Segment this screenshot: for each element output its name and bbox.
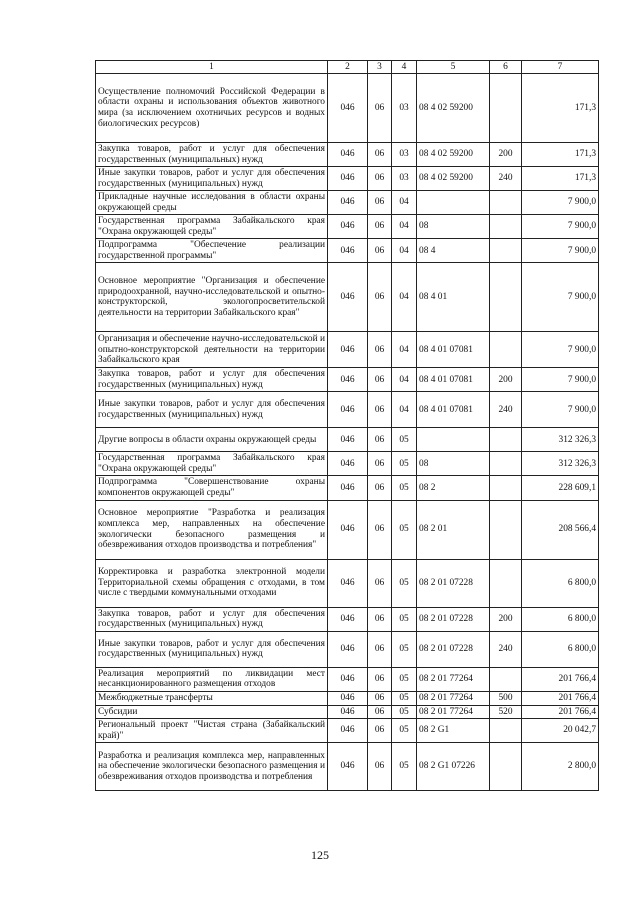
row-type-cell: 240 [490,167,522,191]
row-name-cell: Подпрограмма "Совершенствование охраны компонентов окружающей среды" [96,476,328,500]
row-code-cell: 046 [328,167,368,191]
row-amount-cell: 6 800,0 [522,607,599,631]
row-subsection-cell: 03 [392,167,417,191]
row-name-cell: Основное мероприятие "Организация и обеспечение природоохранной, научно-исследовательской и опытно-конструкторской, экологопросветительской деятельности на территории Забайкальского края" [96,263,328,332]
row-section-cell: 06 [368,392,392,428]
row-subsection-cell: 04 [392,332,417,368]
row-subsection-cell: 03 [392,143,417,167]
row-code-cell: 046 [328,368,368,392]
row-target-cell: 08 4 [417,239,490,263]
row-code-cell: 046 [328,215,368,239]
row-subsection-cell: 05 [392,428,417,452]
row-type-cell [490,743,522,791]
header-cell: 6 [490,61,522,74]
header-cell: 3 [368,61,392,74]
row-name-cell: Государственная программа Забайкальского края "Охрана окружающей среды" [96,215,328,239]
row-subsection-cell: 04 [392,239,417,263]
row-target-cell: 08 [417,215,490,239]
row-amount-cell: 201 766,4 [522,705,599,719]
budget-table [95,60,599,791]
row-section-cell: 06 [368,743,392,791]
row-name-cell: Разработка и реализация комплекса мер, направленных на обеспечение экологически безопасного размещения и обезвреживания отходов производства и потребления [96,743,328,791]
table-row [96,74,599,143]
row-name-cell: Подпрограмма "Обеспечение реализации государственной программы" [96,239,328,263]
row-target-cell: 08 4 01 07081 [417,332,490,368]
row-amount-cell: 6 800,0 [522,631,599,667]
row-code-cell: 046 [328,239,368,263]
table-row [96,667,599,691]
row-subsection-cell: 05 [392,743,417,791]
row-section-cell: 06 [368,332,392,368]
table-row [96,239,599,263]
row-name-cell: Другие вопросы в области охраны окружающей среды [96,428,328,452]
row-code-cell: 046 [328,263,368,332]
row-code-cell: 046 [328,392,368,428]
row-section-cell: 06 [368,607,392,631]
table-row [96,476,599,500]
row-amount-cell: 208 566,4 [522,500,599,559]
row-type-cell [490,215,522,239]
row-subsection-cell: 05 [392,476,417,500]
row-section-cell: 06 [368,667,392,691]
row-target-cell: 08 2 01 07228 [417,631,490,667]
row-subsection-cell: 05 [392,691,417,705]
table-row [96,191,599,215]
row-code-cell: 046 [328,476,368,500]
row-section-cell: 06 [368,500,392,559]
row-name-cell: Закупка товаров, работ и услуг для обеспечения государственных (муниципальных) нужд [96,607,328,631]
row-target-cell: 08 2 [417,476,490,500]
header-cell: 4 [392,61,417,74]
row-code-cell: 046 [328,332,368,368]
row-amount-cell: 201 766,4 [522,691,599,705]
row-code-cell: 046 [328,607,368,631]
row-type-cell: 200 [490,368,522,392]
row-code-cell: 046 [328,74,368,143]
row-code-cell: 046 [328,428,368,452]
row-target-cell: 08 2 01 [417,500,490,559]
row-code-cell: 046 [328,500,368,559]
row-amount-cell: 312 326,3 [522,452,599,476]
row-code-cell: 046 [328,559,368,607]
row-target-cell [417,428,490,452]
table-row [96,500,599,559]
table-row [96,368,599,392]
row-subsection-cell: 05 [392,452,417,476]
row-name-cell: Иные закупки товаров, работ и услуг для обеспечения государственных (муниципальных) нужд [96,392,328,428]
row-name-cell: Региональный проект "Чистая страна (Забайкальский край)" [96,719,328,743]
row-subsection-cell: 05 [392,705,417,719]
header-cell: 7 [522,61,599,74]
row-subsection-cell: 04 [392,392,417,428]
row-subsection-cell: 03 [392,74,417,143]
row-type-cell: 520 [490,705,522,719]
row-subsection-cell: 05 [392,719,417,743]
table-row [96,743,599,791]
row-amount-cell: 7 900,0 [522,239,599,263]
row-section-cell: 06 [368,559,392,607]
table-row [96,452,599,476]
row-subsection-cell: 05 [392,607,417,631]
row-name-cell: Организация и обеспечение научно-исследовательской и опытно-конструкторской деятельности на территории Забайкальского края [96,332,328,368]
row-type-cell [490,263,522,332]
table-row [96,631,599,667]
table-row [96,705,599,719]
row-target-cell: 08 4 01 [417,263,490,332]
row-amount-cell: 2 800,0 [522,743,599,791]
row-amount-cell: 171,3 [522,143,599,167]
row-target-cell [417,191,490,215]
row-type-cell: 240 [490,631,522,667]
row-name-cell: Иные закупки товаров, работ и услуг для обеспечения государственных (муниципальных) нужд [96,167,328,191]
row-section-cell: 06 [368,167,392,191]
table-row [96,559,599,607]
row-name-cell: Прикладные научные исследования в области охраны окружающей среды [96,191,328,215]
table-row [96,143,599,167]
row-target-cell: 08 4 02 59200 [417,143,490,167]
row-subsection-cell: 04 [392,263,417,332]
row-name-cell: Закупка товаров, работ и услуг для обеспечения государственных (муниципальных) нужд [96,143,328,167]
row-name-cell: Корректировка и разработка электронной модели Территориальной схемы обращения с отходами, в том числе с твердыми коммунальными отходами [96,559,328,607]
row-target-cell: 08 2 G1 [417,719,490,743]
row-amount-cell: 7 900,0 [522,263,599,332]
row-subsection-cell: 05 [392,500,417,559]
row-section-cell: 06 [368,631,392,667]
page-number: 125 [311,848,329,862]
row-target-cell: 08 4 01 07081 [417,392,490,428]
row-target-cell: 08 2 01 77264 [417,705,490,719]
header-row [96,61,599,74]
row-section-cell: 06 [368,74,392,143]
row-amount-cell: 171,3 [522,167,599,191]
row-name-cell: Закупка товаров, работ и услуг для обеспечения государственных (муниципальных) нужд [96,368,328,392]
row-amount-cell: 7 900,0 [522,191,599,215]
table-row [96,607,599,631]
table-row [96,215,599,239]
header-cell: 1 [96,61,328,74]
row-target-cell: 08 4 02 59200 [417,74,490,143]
row-name-cell: Государственная программа Забайкальского края "Охрана окружающей среды" [96,452,328,476]
row-type-cell [490,239,522,263]
table-row [96,691,599,705]
row-type-cell [490,500,522,559]
row-name-cell: Реализация мероприятий по ликвидации мест несанкционированного размещения отходов [96,667,328,691]
row-amount-cell: 312 326,3 [522,428,599,452]
table-row [96,719,599,743]
row-name-cell: Осуществление полномочий Российской Федерации в области охраны и использования объектов животного мира (за исключением охотничьих ресурсов и водных биологических ресурсов) [96,74,328,143]
row-code-cell: 046 [328,143,368,167]
row-type-cell: 200 [490,607,522,631]
row-amount-cell: 20 042,7 [522,719,599,743]
row-name-cell: Основное мероприятие "Разработка и реализация комплекса мер, направленных на обеспечение экологически безопасного размещения и обезвреживания отходов производства и потребления" [96,500,328,559]
header-cell: 5 [417,61,490,74]
row-code-cell: 046 [328,191,368,215]
row-section-cell: 06 [368,719,392,743]
row-section-cell: 06 [368,691,392,705]
row-type-cell [490,191,522,215]
row-name-cell: Иные закупки товаров, работ и услуг для обеспечения государственных (муниципальных) нужд [96,631,328,667]
row-section-cell: 06 [368,215,392,239]
row-name-cell: Субсидии [96,705,328,719]
row-code-cell: 046 [328,691,368,705]
table-row [96,167,599,191]
row-section-cell: 06 [368,452,392,476]
table-row [96,428,599,452]
row-amount-cell: 7 900,0 [522,392,599,428]
row-type-cell [490,719,522,743]
row-code-cell: 046 [328,667,368,691]
row-section-cell: 06 [368,705,392,719]
row-subsection-cell: 05 [392,631,417,667]
header-cell: 2 [328,61,368,74]
row-code-cell: 046 [328,743,368,791]
row-subsection-cell: 05 [392,667,417,691]
row-section-cell: 06 [368,428,392,452]
row-section-cell: 06 [368,476,392,500]
row-type-cell: 500 [490,691,522,705]
row-target-cell: 08 4 02 59200 [417,167,490,191]
row-code-cell: 046 [328,631,368,667]
row-target-cell: 08 2 01 07228 [417,559,490,607]
row-name-cell: Межбюджетные трансферты [96,691,328,705]
row-target-cell: 08 2 G1 07226 [417,743,490,791]
row-amount-cell: 7 900,0 [522,368,599,392]
row-section-cell: 06 [368,239,392,263]
row-type-cell [490,476,522,500]
row-amount-cell: 171,3 [522,74,599,143]
row-type-cell [490,332,522,368]
row-subsection-cell: 04 [392,215,417,239]
row-amount-cell: 6 800,0 [522,559,599,607]
row-code-cell: 046 [328,452,368,476]
row-section-cell: 06 [368,143,392,167]
row-target-cell: 08 4 01 07081 [417,368,490,392]
row-type-cell [490,74,522,143]
row-type-cell: 240 [490,392,522,428]
row-amount-cell: 228 609,1 [522,476,599,500]
row-type-cell: 200 [490,143,522,167]
row-amount-cell: 201 766,4 [522,667,599,691]
row-amount-cell: 7 900,0 [522,332,599,368]
row-target-cell: 08 2 01 77264 [417,667,490,691]
row-subsection-cell: 05 [392,559,417,607]
row-type-cell [490,428,522,452]
row-target-cell: 08 [417,452,490,476]
row-type-cell [490,667,522,691]
row-target-cell: 08 2 01 77264 [417,691,490,705]
row-subsection-cell: 04 [392,191,417,215]
row-code-cell: 046 [328,705,368,719]
row-code-cell: 046 [328,719,368,743]
table-row [96,392,599,428]
row-type-cell [490,452,522,476]
row-amount-cell: 7 900,0 [522,215,599,239]
row-section-cell: 06 [368,191,392,215]
table-row [96,332,599,368]
row-section-cell: 06 [368,263,392,332]
row-section-cell: 06 [368,368,392,392]
row-subsection-cell: 04 [392,368,417,392]
row-type-cell [490,559,522,607]
table-row [96,263,599,332]
row-target-cell: 08 2 01 07228 [417,607,490,631]
